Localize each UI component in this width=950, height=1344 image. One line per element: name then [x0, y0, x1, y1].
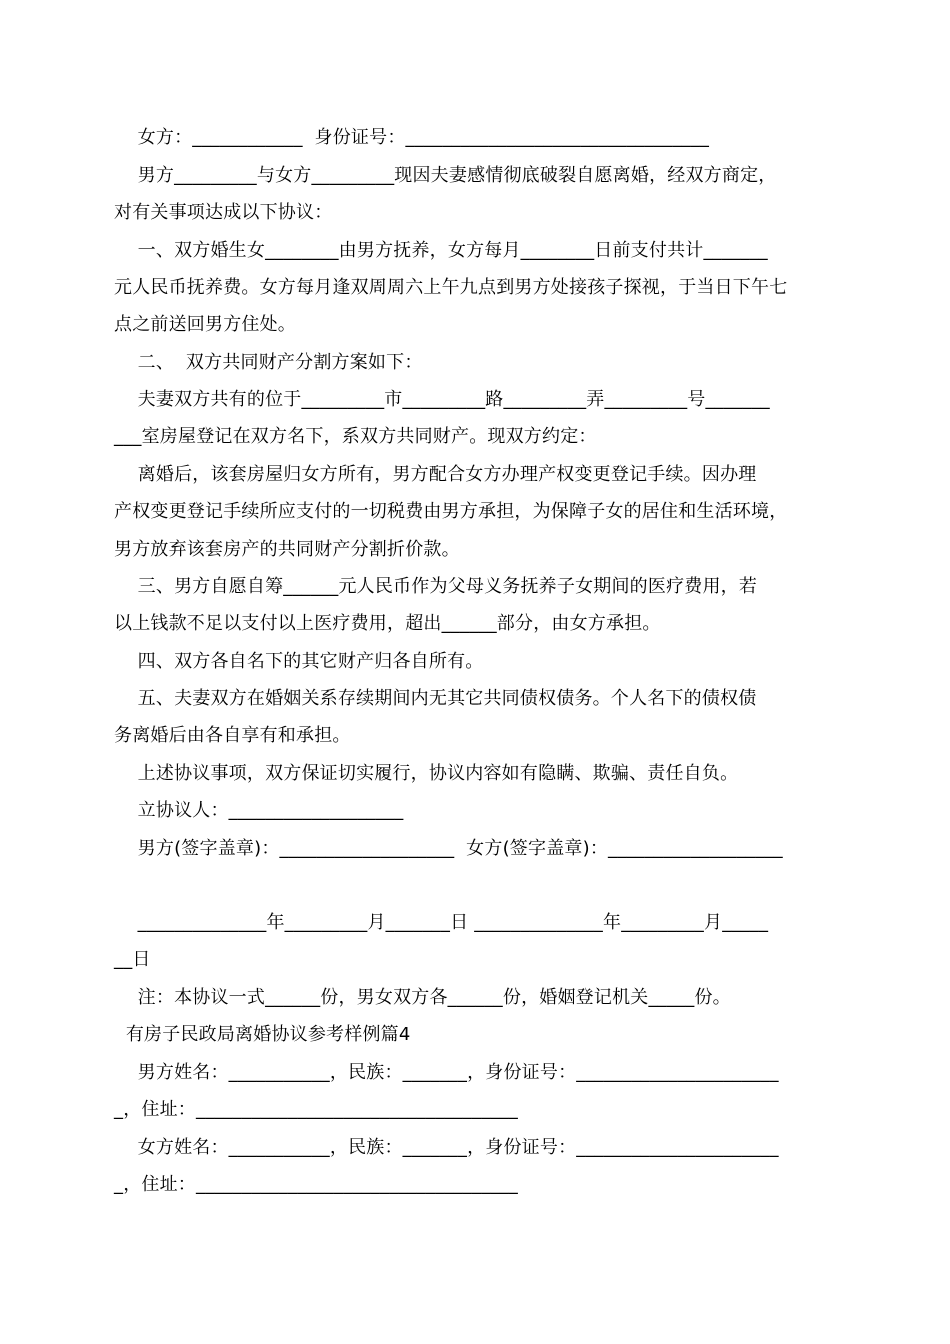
text-line: 离婚后，该套房屋归女方所有，男方配合女方办理产权变更登记手续。因办理: [114, 464, 757, 485]
text-line: _，住址：___________________________________: [114, 1174, 518, 1195]
text-line: ______________年_________月_______日 ______________年_________月_____: [114, 912, 769, 933]
text-line: __日: [114, 949, 151, 970]
text-line: 二、 双方共同财产分割方案如下：: [114, 352, 423, 373]
text-line: 立协议人：___________________: [114, 800, 404, 821]
text-line: 务离婚后由各自享有和承担。: [114, 725, 351, 746]
text-line: 点之前送回男方住处。: [114, 314, 296, 335]
text-line: 四、双方各自名下的其它财产归各自所有。: [114, 651, 484, 672]
text-line: 男方姓名：___________，民族：_______，身份证号：______________________: [114, 1062, 779, 1083]
text-line: 产权变更登记手续所应支付的一切税费由男方承担，为保障子女的居住和生活环境，: [114, 501, 788, 522]
text-line: 女方：____________ 身份证号：_________________________________: [114, 127, 710, 148]
text-line: ___室房屋登记在双方名下，系双方共同财产。现双方约定：: [114, 426, 597, 447]
text-line: 对有关事项达成以下协议：: [114, 202, 333, 223]
text-line: 男方放弃该套房产的共同财产分割折价款。: [114, 539, 460, 560]
section-heading: 有房子民政局离婚协议参考样例篇4: [114, 1024, 411, 1045]
text-line: 上述协议事项，双方保证切实履行，协议内容如有隐瞒、欺骗、责任自负。: [114, 763, 739, 784]
text-line: 女方姓名：___________，民族：_______，身份证号：______________________: [114, 1137, 779, 1158]
text-line: 以上钱款不足以支付以上医疗费用，超出______部分，由女方承担。: [114, 613, 661, 634]
text-line: 一、双方婚生女________由男方抚养，女方每月________日前支付共计_______: [114, 240, 768, 261]
text-line: 男方_________与女方_________现因夫妻感情彻底破裂自愿离婚，经双方商定，: [114, 165, 777, 186]
text-line: 夫妻双方共有的位于_________市_________路_________弄_________号_______: [114, 389, 770, 410]
text-line: 注：本协议一式______份，男女双方各______份，婚姻登记机关_____份。: [114, 987, 731, 1008]
text-line: 三、男方自愿自筹______元人民币作为父母义务抚养子女期间的医疗费用，若: [114, 576, 758, 597]
text-line: 男方(签字盖章)：___________________ 女方(签字盖章)：___________________: [114, 838, 783, 859]
text-line: _，住址：___________________________________: [114, 1099, 518, 1120]
text-line: 五、夫妻双方在婚姻关系存续期间内无其它共同债权债务。个人名下的债权债: [114, 688, 757, 709]
text-line: 元人民币抚养费。女方每月逢双周周六上午九点到男方处接孩子探视，于当日下午七: [114, 277, 788, 298]
